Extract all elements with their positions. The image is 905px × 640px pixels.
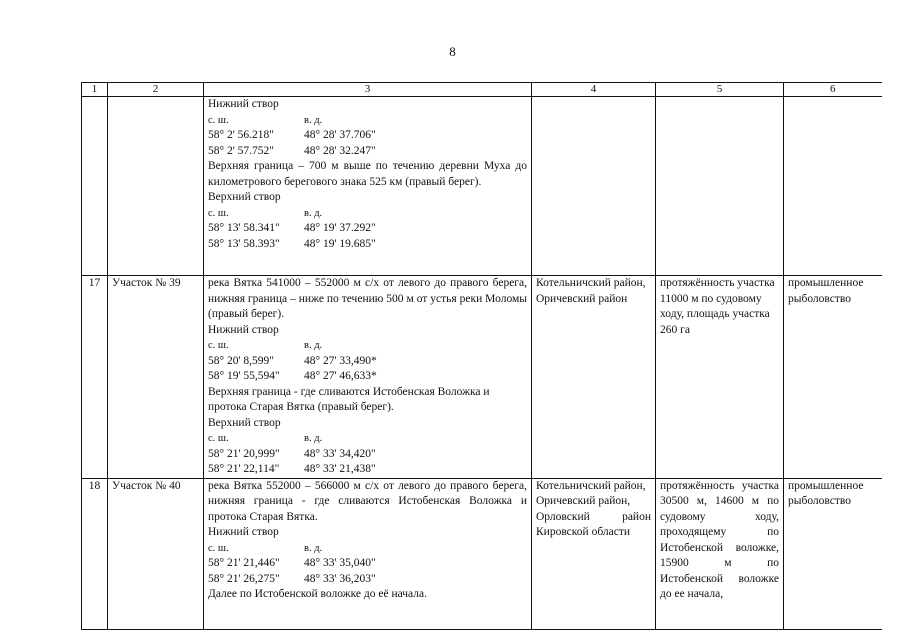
lat-label: с. ш.: [208, 114, 229, 126]
lat-label: с. ш.: [208, 340, 229, 351]
extent-cell: [656, 276, 784, 479]
coord-labels: [208, 113, 527, 129]
coord-labels: [208, 431, 527, 447]
purpose-cell: [784, 478, 882, 629]
document-table: [81, 82, 882, 630]
lon-value: 48° 27' 46,633*: [304, 370, 377, 382]
site-name-cell: Участок № 40: [108, 478, 204, 629]
boundaries-cell: [204, 97, 532, 276]
site-description: река Вятка 552000 – 566000 м с/х от левого до правого берега, нижняя граница - где сливаются Истобенская Воложка и протока Старая Вятка.: [208, 479, 527, 523]
boundaries-cell: [204, 478, 532, 629]
district-line: Котельничский район,: [536, 479, 646, 492]
lon-value: 48° 33' 34,420": [304, 447, 376, 460]
row-number-cell: 17: [82, 276, 108, 479]
lon-label: в. д.: [304, 340, 323, 351]
lon-value: 48° 28' 32.247": [304, 144, 376, 157]
table-row: [82, 478, 882, 629]
site-name-cell: [108, 97, 204, 276]
coord-labels: [208, 541, 527, 557]
lat-label: с. ш.: [208, 542, 229, 554]
lat-value: 58° 2' 57.752": [208, 144, 274, 157]
lon-value: 48° 33' 35,040": [304, 557, 376, 569]
lat-value: 58° 13' 58.393": [208, 237, 280, 250]
coord-labels: [208, 338, 527, 354]
extent-cell: [656, 97, 784, 276]
table-row: [82, 97, 882, 276]
lat-value: 58° 19' 55,594": [208, 370, 280, 382]
district-line: Оричевский район,: [536, 495, 631, 507]
lat-label: с. ш.: [208, 207, 229, 219]
lat-value: 58° 2' 56.218": [208, 129, 274, 141]
upper-boundary-text: Верхняя граница – 700 м выше по течению деревни Муха до километрового берегового знака 525 км (правый берег).: [208, 160, 527, 188]
page-number: 8: [449, 44, 456, 59]
lon-value: 48° 27' 33,490*: [304, 354, 377, 367]
coord-pair: [208, 447, 527, 463]
header-col-4: 4: [532, 83, 656, 97]
lat-label: с. ш.: [208, 433, 229, 444]
coord-pair: [208, 572, 527, 588]
lon-label: в. д.: [304, 433, 323, 444]
table-header-row: [82, 83, 882, 97]
coord-pair: [208, 556, 527, 572]
purpose-cell: [784, 97, 882, 276]
upper-boundary-text: Верхняя граница - где сливаются Истобенская Воложка и протока Старая Вятка (правый берег).: [208, 385, 490, 413]
table-row: [82, 276, 882, 479]
header-col-5: 5: [656, 83, 784, 97]
lat-value: 58° 20' 8,599": [208, 354, 274, 367]
lon-value: 48° 19' 37.292": [304, 222, 376, 234]
coord-pair: [208, 237, 527, 253]
continuation-text: Далее по Истобенской воложке до её начала.: [208, 588, 427, 600]
upper-gauge-title: Верхний створ: [208, 191, 281, 203]
lat-value: 58° 21' 26,275": [208, 572, 280, 585]
district-line: Котельничский район,: [536, 277, 646, 289]
district-line: Орловский район Кировской области: [536, 510, 651, 538]
lon-label: в. д.: [304, 207, 323, 219]
header-col-1: 1: [82, 83, 108, 97]
site-description: река Вятка 541000 – 552000 м с/х от левого до правого берега, нижняя граница – ниже по течению 500 м от устья реки Моломы (правый берег).: [208, 277, 527, 320]
lat-value: 58° 21' 22,114": [208, 463, 280, 475]
coord-pair: [208, 354, 527, 370]
lon-value: 48° 19' 19.685": [304, 237, 376, 250]
row-number-cell: 18: [82, 478, 108, 629]
lon-label: в. д.: [304, 542, 323, 554]
boundaries-cell: [204, 276, 532, 479]
lon-value: 48° 33' 36,203": [304, 572, 376, 585]
header-col-6: 6: [784, 83, 882, 97]
coord-pair: [208, 221, 527, 237]
site-name-cell: Участок № 39: [108, 276, 204, 479]
coord-pair: [208, 128, 527, 144]
upper-gauge-title: Верхний створ: [208, 416, 281, 429]
district-cell: [532, 97, 656, 276]
lon-value: 48° 33' 21,438": [304, 463, 376, 475]
district-cell: [532, 478, 656, 629]
extent-cell: [656, 478, 784, 629]
district-cell: [532, 276, 656, 479]
lat-value: 58° 13' 58.341": [208, 222, 280, 234]
lat-value: 58° 21' 21,446": [208, 557, 280, 569]
extent-text: протяжённость участка 11000 м по судовому ходу, площадь участка 260 га: [660, 277, 775, 336]
lower-gauge-title: Нижний створ: [208, 323, 279, 336]
coord-pair: [208, 369, 527, 385]
lon-label: в. д.: [304, 114, 323, 126]
lon-value: 48° 28' 37.706": [304, 129, 376, 141]
lat-value: 58° 21' 20,999": [208, 447, 280, 460]
coord-pair: [208, 462, 527, 478]
district-line: Оричевский район: [536, 292, 628, 305]
lower-gauge-title: Нижний створ: [208, 98, 279, 110]
lower-gauge-title: Нижний створ: [208, 526, 279, 538]
purpose-cell: [784, 276, 882, 479]
row-number-cell: [82, 97, 108, 276]
coord-labels: [208, 206, 527, 222]
header-col-3: 3: [204, 83, 532, 97]
coord-pair: [208, 144, 527, 160]
extent-text: протяжённость участка 30500 м, 14600 м по судовому ходу, проходящему по Истобенской воложке, 15900 м по Истобенской воложке до ее начала,: [660, 479, 779, 600]
purpose-text: промышленное рыболовство: [788, 479, 864, 507]
header-col-2: 2: [108, 83, 204, 97]
purpose-text: промышленное рыболовство: [788, 277, 864, 305]
